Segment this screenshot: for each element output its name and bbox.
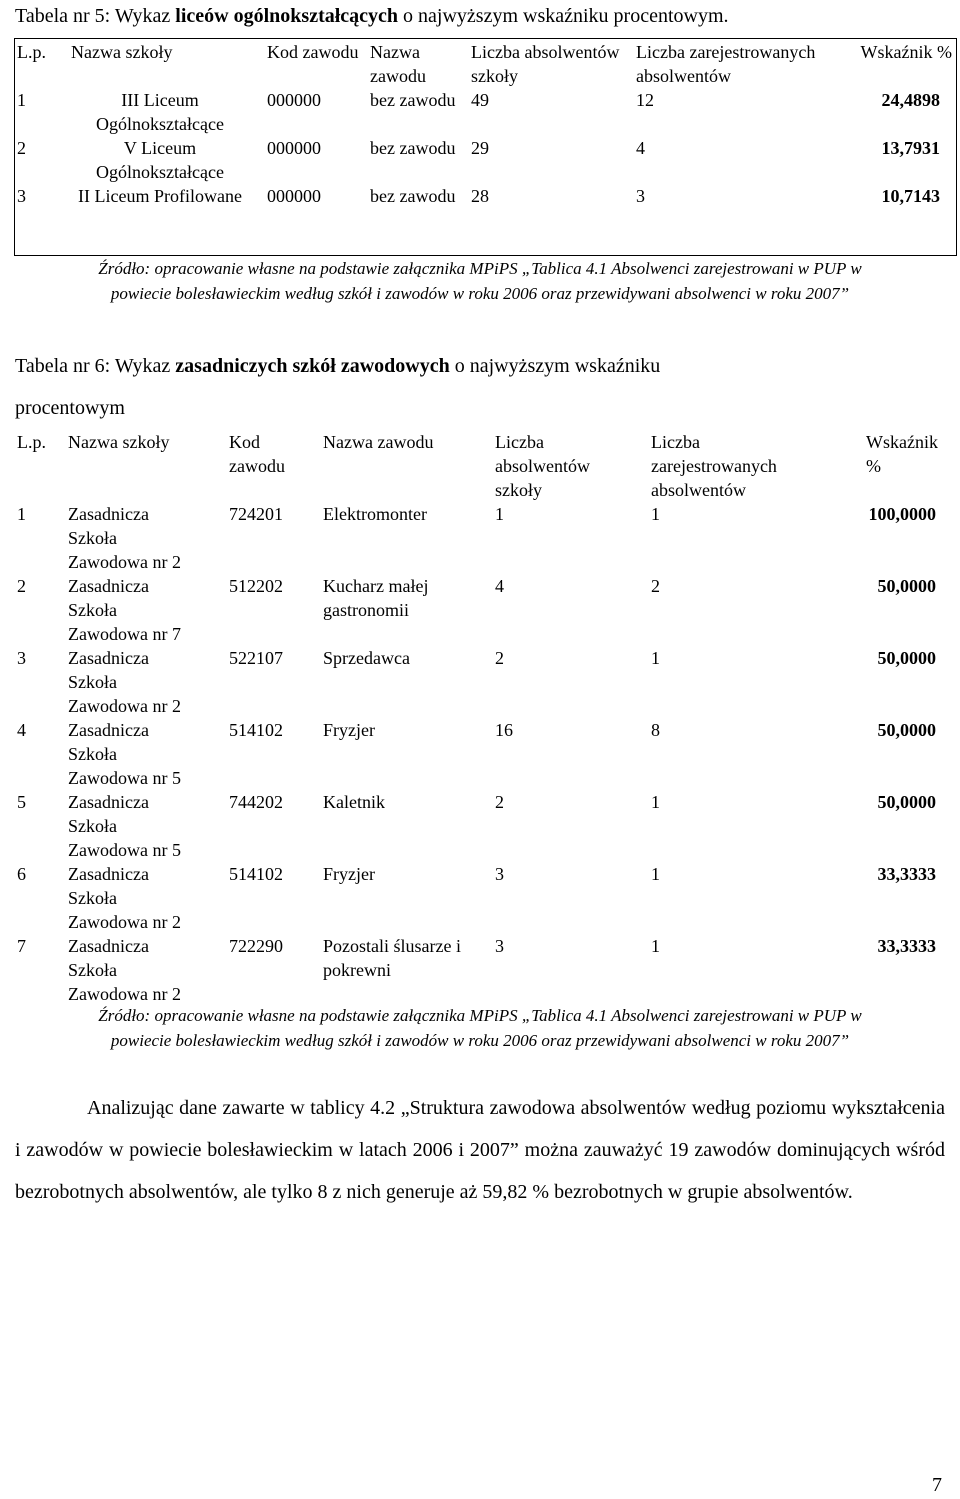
rate-value: 13,7931 <box>881 138 940 158</box>
table-row <box>14 790 958 862</box>
registered-count: 12 <box>636 90 654 110</box>
row-lp: 3 <box>17 648 26 668</box>
job-name: bez zawodu <box>370 138 456 158</box>
registered-count: 1 <box>651 792 660 812</box>
row-lp: 4 <box>17 720 26 740</box>
table6-body <box>14 502 958 1006</box>
rate-value: 100,0000 <box>868 504 936 524</box>
rate-value: 33,3333 <box>877 936 936 956</box>
registered-count: 2 <box>651 576 660 596</box>
table6-caption <box>15 345 660 429</box>
table6-source-line1: Źródło: opracowanie własne na podstawie załącznika MPiPS „Tablica 4.1 Absolwenci zarejestrowani w PUP w <box>98 1006 862 1025</box>
job-code: 514102 <box>229 864 283 884</box>
table5-caption-suffix: o najwyższym wskaźniku procentowym. <box>398 5 729 27</box>
school-name: Zasadnicza Szkoła Zawodowa nr 5 <box>68 720 181 788</box>
job-code: 724201 <box>229 504 283 524</box>
job-code: 512202 <box>229 576 283 596</box>
table5-header-lp-name <box>14 40 264 88</box>
row-lp: 1 <box>17 90 26 110</box>
table5-body <box>14 88 958 232</box>
row-lp: 1 <box>17 504 26 524</box>
school-name: Zasadnicza Szkoła Zawodowa nr 2 <box>68 864 181 932</box>
job-code: 744202 <box>229 792 283 812</box>
graduates-count: 49 <box>471 90 489 110</box>
registered-count: 1 <box>651 504 660 524</box>
table5-source-line1: Źródło: opracowanie własne na podstawie załącznika MPiPS „Tablica 4.1 Absolwenci zarejestrowani w PUP w <box>98 259 862 278</box>
table5-header-code: Kod zawodu <box>267 42 359 62</box>
job-code: 522107 <box>229 648 283 668</box>
table6-header-rate <box>844 430 958 502</box>
table6-header-reg <box>639 430 844 502</box>
table6-header-reg-text: Liczba zarejestrowanych absolwentów <box>651 432 777 500</box>
table5-header-rate: Wskaźnik % <box>860 42 952 62</box>
graduates-count: 16 <box>495 720 513 740</box>
graduates-count: 3 <box>495 936 504 956</box>
table6 <box>14 430 958 1006</box>
table6-source <box>15 1003 945 1053</box>
registered-count: 8 <box>651 720 660 740</box>
school-name: V Liceum Ogólnokształcące <box>96 138 224 182</box>
rate-value: 24,4898 <box>881 90 940 110</box>
table6-caption-bold: zasadniczych szkół zawodowych <box>175 355 450 377</box>
graduates-count: 2 <box>495 792 504 812</box>
table6-header-prof: Nazwa zawodu <box>323 432 434 452</box>
table6-header-lp: L.p. <box>17 432 46 452</box>
job-code: 000000 <box>267 186 321 206</box>
job-code: 722290 <box>229 936 283 956</box>
school-name: Zasadnicza Szkoła Zawodowa nr 2 <box>68 504 181 572</box>
table6-caption-line2: procentowym <box>15 397 125 419</box>
row-lp: 2 <box>17 138 26 158</box>
table5-source <box>15 256 945 306</box>
job-name: bez zawodu <box>370 186 456 206</box>
registered-count: 3 <box>636 186 645 206</box>
job-code: 514102 <box>229 720 283 740</box>
table5 <box>14 40 958 232</box>
school-name: Zasadnicza Szkoła Zawodowa nr 2 <box>68 936 181 1004</box>
table5-header-prof: Nazwa zawodu <box>370 42 426 86</box>
table5-header-grads: Liczba absolwentów szkoły <box>471 42 620 86</box>
row-lp: 7 <box>17 936 26 956</box>
graduates-count: 4 <box>495 576 504 596</box>
table5-caption-bold: liceów ogólnokształcących <box>175 5 399 27</box>
job-name: Pozostali ślusarze i pokrewni <box>323 936 461 980</box>
job-name: Sprzedawca <box>323 648 410 668</box>
table5-header-row <box>14 40 958 88</box>
table6-caption-suffix: o najwyższym wskaźniku <box>449 355 661 377</box>
rate-value: 10,7143 <box>881 186 940 206</box>
table-row <box>14 502 958 574</box>
job-name: bez zawodu <box>370 90 456 110</box>
registered-count: 1 <box>651 936 660 956</box>
table5-header-name: Nazwa szkoły <box>71 42 173 62</box>
table5-cell-lp-name <box>14 136 264 184</box>
rate-value: 50,0000 <box>877 648 936 668</box>
table6-header-row <box>14 430 958 502</box>
table6-header-grads <box>481 430 639 502</box>
school-name: Zasadnicza Szkoła Zawodowa nr 5 <box>68 792 181 860</box>
table-row <box>14 136 958 184</box>
job-name: Fryzjer <box>323 720 375 740</box>
table6-header-grads-text: Liczba absolwentów szkoły <box>495 432 590 500</box>
graduates-count: 3 <box>495 864 504 884</box>
table5-caption-prefix: Tabela nr 5: Wykaz <box>15 5 176 27</box>
row-lp: 2 <box>17 576 26 596</box>
analysis-paragraph <box>15 1087 945 1213</box>
table6-source-line2: powiecie bolesławieckim według szkół i zawodów w roku 2006 oraz przewidywani absolwenci w roku 2007” <box>110 1031 850 1050</box>
table-row <box>14 88 958 136</box>
job-name: Kaletnik <box>323 792 385 812</box>
table6-header-code-text: Kod zawodu <box>229 432 285 476</box>
school-name: Zasadnicza Szkoła Zawodowa nr 2 <box>68 648 181 716</box>
table-row <box>14 862 958 934</box>
job-code: 000000 <box>267 90 321 110</box>
school-name: Zasadnicza Szkoła Zawodowa nr 7 <box>68 576 181 644</box>
table-row <box>14 184 958 232</box>
school-name: III Liceum Ogólnokształcące <box>96 90 224 134</box>
graduates-count: 1 <box>495 504 504 524</box>
job-name: Kucharz małej gastronomii <box>323 576 429 620</box>
school-name: II Liceum Profilowane <box>78 186 242 206</box>
table5-cell-lp-name <box>14 88 264 136</box>
table6-header-rate-text: Wskaźnik % <box>866 432 938 476</box>
table5-header-reg: Liczba zarejestrowanych absolwentów <box>636 42 816 86</box>
table5-header-lp: L.p. <box>17 42 46 62</box>
graduates-count: 2 <box>495 648 504 668</box>
table6-header-code <box>217 430 313 502</box>
table6-header-name: Nazwa szkoły <box>68 432 170 452</box>
row-lp: 6 <box>17 864 26 884</box>
graduates-count: 28 <box>471 186 489 206</box>
rate-value: 33,3333 <box>877 864 936 884</box>
registered-count: 4 <box>636 138 645 158</box>
registered-count: 1 <box>651 864 660 884</box>
table-row <box>14 934 958 1006</box>
row-lp: 3 <box>17 186 26 206</box>
registered-count: 1 <box>651 648 660 668</box>
rate-value: 50,0000 <box>877 720 936 740</box>
job-code: 000000 <box>267 138 321 158</box>
paragraph-text: Analizując dane zawarte w tablicy 4.2 „Struktura zawodowa absolwentów według poziomu wykształcenia i zawodów w powiecie bolesławieckim w latach 2006 i 2007” można zauważyć 19 zawodów dominujących wśród bezrobotnych absolwentów, ale tylko 8 z nich generuje aż 59,82 % bezrobotnych w grupie absolwentów. <box>15 1097 945 1203</box>
graduates-count: 29 <box>471 138 489 158</box>
job-name: Fryzjer <box>323 864 375 884</box>
table-row <box>14 718 958 790</box>
job-name: Elektromonter <box>323 504 427 524</box>
table6-caption-prefix: Tabela nr 6: Wykaz <box>15 355 176 377</box>
page-number: 7 <box>932 1474 942 1496</box>
table5-source-line2: powiecie bolesławieckim według szkół i zawodów w roku 2006 oraz przewidywani absolwenci w roku 2007” <box>110 284 850 303</box>
table5-caption <box>15 3 729 29</box>
row-lp: 5 <box>17 792 26 812</box>
table-row <box>14 574 958 646</box>
table-row <box>14 646 958 718</box>
rate-value: 50,0000 <box>877 792 936 812</box>
rate-value: 50,0000 <box>877 576 936 596</box>
table5-cell-lp-name <box>14 184 264 232</box>
